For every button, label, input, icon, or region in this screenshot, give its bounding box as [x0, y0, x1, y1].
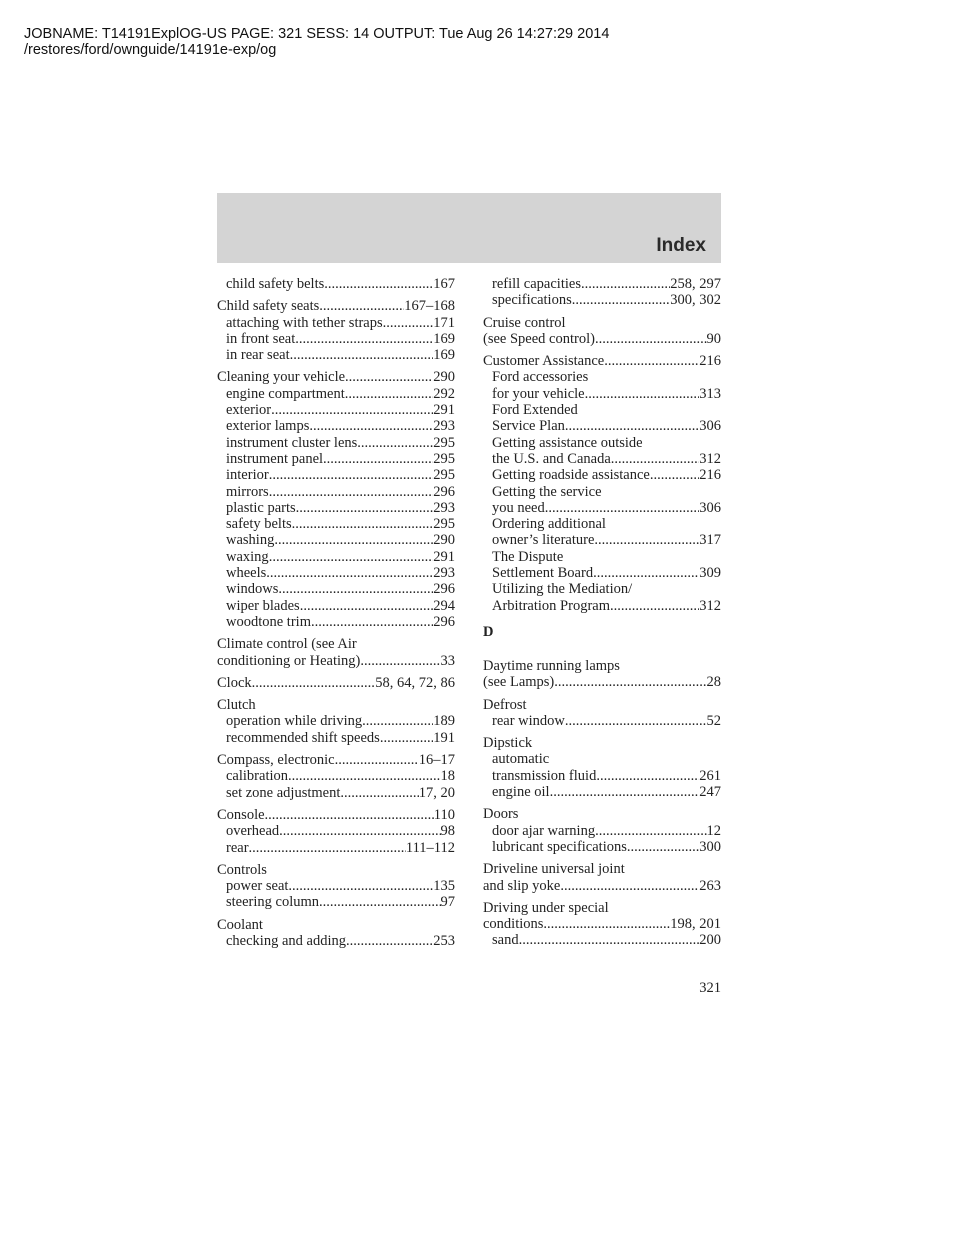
index-subentry	[483, 768, 721, 784]
dot-leader	[269, 467, 434, 483]
entry-label: plastic parts	[226, 499, 296, 516]
index-entry-group	[217, 807, 455, 856]
entry-page-ref: 290	[433, 369, 455, 386]
dot-leader	[335, 752, 419, 768]
entry-page-ref: 291	[433, 548, 455, 565]
entry-page-ref: 294	[433, 597, 455, 614]
entry-label: woodtone trim	[226, 613, 311, 630]
index-subentry	[217, 532, 455, 548]
dot-leader	[340, 785, 418, 801]
index-subentry	[217, 484, 455, 500]
entry-label: rear	[226, 839, 249, 856]
index-entry	[483, 674, 721, 690]
entry-label: Ordering additional	[492, 516, 606, 533]
index-subentry	[483, 435, 721, 451]
dot-leader	[311, 614, 433, 630]
index-subentry	[483, 467, 721, 483]
index-subentry	[217, 614, 455, 630]
dot-leader	[324, 276, 433, 292]
entry-label: Controls	[217, 861, 267, 878]
entry-page-ref: 18	[440, 768, 455, 785]
dot-leader	[383, 315, 434, 331]
entry-page-ref: 97	[440, 894, 455, 911]
entry-page-ref: 110	[433, 806, 455, 823]
index-subentry	[483, 276, 721, 292]
dot-leader	[594, 532, 699, 548]
entry-page-ref: 253	[433, 932, 455, 949]
dot-leader	[593, 565, 699, 581]
entry-label: Child safety seats	[217, 298, 320, 315]
entry-label: safety belts	[226, 516, 292, 533]
entry-label: Ford Extended	[492, 402, 578, 419]
entry-page-ref: 300	[699, 838, 721, 855]
entry-label: conditions	[483, 916, 544, 933]
index-subentry	[217, 435, 455, 451]
index-subentry	[483, 549, 721, 565]
index-subentry	[217, 467, 455, 483]
dot-leader	[279, 823, 440, 839]
entry-page-ref: 200	[699, 932, 721, 949]
entry-page-ref: 52	[706, 712, 721, 729]
dot-leader	[249, 840, 406, 856]
index-subentry	[217, 933, 455, 949]
index-entry-group	[217, 369, 455, 630]
index-subentry	[483, 500, 721, 516]
dot-leader	[604, 353, 699, 369]
entry-label: windows	[226, 581, 279, 598]
index-subentry	[217, 840, 455, 856]
index-subentry	[483, 932, 721, 948]
index-entry	[483, 658, 721, 674]
index-subentry	[483, 823, 721, 839]
index-entry-group	[483, 276, 721, 309]
entry-page-ref: 317	[699, 532, 721, 549]
entry-label: calibration	[226, 768, 289, 785]
entry-page-ref: 198, 201	[670, 916, 721, 933]
entry-page-ref: 216	[699, 353, 721, 370]
entry-label: in front seat	[226, 330, 296, 347]
entry-label: Driving under special	[483, 899, 609, 916]
index-entry-group	[217, 636, 455, 669]
entry-page-ref: 296	[433, 613, 455, 630]
entry-label: instrument panel	[226, 450, 324, 467]
entry-page-ref: 293	[433, 499, 455, 516]
entry-label: Getting the service	[492, 483, 602, 500]
dot-leader	[380, 730, 433, 746]
dot-leader	[543, 916, 670, 932]
index-entry	[217, 369, 455, 385]
index-subentry	[217, 500, 455, 516]
entry-label: conditioning or Heating)	[217, 652, 361, 669]
entry-label: overhead	[226, 823, 280, 840]
dot-leader	[572, 292, 671, 308]
index-entry	[483, 353, 721, 369]
dot-leader	[565, 713, 707, 729]
index-subentry	[217, 823, 455, 839]
entry-page-ref: 296	[433, 483, 455, 500]
entry-label: Utilizing the Mediation/	[492, 581, 633, 598]
dot-leader	[288, 878, 433, 894]
entry-page-ref: 312	[699, 597, 721, 614]
entry-label: automatic	[492, 751, 550, 768]
entry-page-ref: 171	[433, 314, 455, 331]
dot-leader	[319, 894, 440, 910]
entry-page-ref: 309	[699, 565, 721, 582]
dot-leader	[292, 516, 434, 532]
page-number: 321	[699, 980, 721, 996]
entry-label: Driveline universal joint	[483, 861, 625, 878]
index-subentry	[483, 751, 721, 767]
entry-page-ref: 216	[699, 467, 721, 484]
index-entry-group	[483, 861, 721, 894]
entry-page-ref: 293	[433, 565, 455, 582]
entry-page-ref: 111–112	[405, 839, 455, 856]
index-entry	[483, 900, 721, 916]
index-subentry	[483, 784, 721, 800]
index-entry	[217, 697, 455, 713]
entry-label: exterior	[226, 402, 272, 419]
dot-leader	[300, 598, 434, 614]
entry-page-ref: 312	[699, 450, 721, 467]
index-entry	[483, 735, 721, 751]
index-column-left	[217, 276, 455, 955]
dot-leader	[252, 675, 376, 691]
entry-page-ref: 16–17	[418, 752, 455, 769]
entry-page-ref: 295	[433, 516, 455, 533]
dot-leader	[595, 823, 706, 839]
entry-label: and slip yoke	[483, 877, 561, 894]
index-entry-group	[217, 675, 455, 691]
entry-page-ref: 295	[433, 434, 455, 451]
dot-leader	[610, 598, 699, 614]
entry-page-ref: 90	[706, 330, 721, 347]
entry-page-ref: 290	[433, 532, 455, 549]
dot-leader	[550, 784, 700, 800]
entry-page-ref: 167	[433, 276, 455, 292]
entry-label: Ford accessories	[492, 369, 589, 386]
index-entry-group	[217, 862, 455, 911]
index-entry	[217, 653, 455, 669]
index-entry-group	[217, 276, 455, 292]
index-entry	[217, 675, 455, 691]
entry-label: Getting assistance outside	[492, 434, 643, 451]
index-entry	[483, 315, 721, 331]
entry-page-ref: 258, 297	[670, 276, 721, 292]
entry-label: transmission fluid	[492, 767, 597, 784]
index-subentry	[217, 598, 455, 614]
entry-label: owner’s literature	[492, 532, 595, 549]
index-entry-group	[217, 917, 455, 950]
index-subentry	[483, 484, 721, 500]
entry-label: Cruise control	[483, 314, 566, 331]
index-entry	[217, 917, 455, 933]
index-subentry	[217, 894, 455, 910]
index-entry	[483, 806, 721, 822]
index-subentry	[217, 418, 455, 434]
dot-leader	[627, 839, 699, 855]
index-subentry	[483, 402, 721, 418]
entry-page-ref: 98	[440, 823, 455, 840]
entry-page-ref: 306	[699, 499, 721, 516]
entry-label: interior	[226, 467, 269, 484]
entry-label: attaching with tether straps	[226, 314, 383, 331]
entry-label: Customer Assistance	[483, 353, 605, 370]
entry-page-ref: 247	[699, 784, 721, 801]
index-column-right	[483, 276, 721, 955]
index-subentry	[217, 713, 455, 729]
job-info-line: JOBNAME: T14191ExplOG-US PAGE: 321 SESS: 14 OUTPUT: Tue Aug 26 14:27:29 2014	[24, 26, 610, 42]
entry-label: mirrors	[226, 483, 269, 500]
dot-leader	[650, 467, 699, 483]
entry-label: (see Lamps)	[483, 674, 555, 691]
index-entry	[217, 636, 455, 652]
dot-leader	[278, 581, 433, 597]
dot-leader	[323, 451, 433, 467]
index-subentry	[483, 451, 721, 467]
section-letter: D	[483, 623, 494, 640]
index-subentry	[217, 402, 455, 418]
dot-leader	[585, 386, 700, 402]
index-subentry	[217, 581, 455, 597]
index-entry	[483, 697, 721, 713]
dot-leader	[271, 402, 433, 418]
dot-leader	[265, 807, 434, 823]
entry-page-ref: 261	[699, 767, 721, 784]
index-subentry	[483, 532, 721, 548]
entry-label: washing	[226, 532, 275, 549]
entry-label: sand	[492, 932, 519, 949]
entry-label: Doors	[483, 806, 519, 823]
entry-label: Settlement Board	[492, 565, 594, 582]
index-subentry	[217, 386, 455, 402]
index-subentry	[217, 315, 455, 331]
entry-label: (see Speed control)	[483, 330, 595, 347]
entry-page-ref: 189	[433, 713, 455, 730]
entry-label: Defrost	[483, 696, 527, 713]
entry-label: Clutch	[217, 697, 256, 714]
index-entry-group	[217, 752, 455, 801]
index-subentry	[483, 581, 721, 597]
dot-leader	[581, 276, 670, 292]
entry-page-ref: 263	[699, 877, 721, 894]
entry-page-ref: 135	[433, 878, 455, 895]
dot-leader	[596, 768, 699, 784]
dot-leader	[346, 933, 433, 949]
index-entry-group	[483, 353, 721, 614]
dot-leader	[345, 386, 433, 402]
index-entry	[483, 878, 721, 894]
entry-page-ref: 12	[706, 822, 721, 839]
dot-leader	[611, 451, 699, 467]
index-entry-group	[483, 900, 721, 949]
entry-label: Getting roadside assistance	[492, 467, 650, 484]
entry-page-ref: 58, 64, 72, 86	[375, 674, 455, 691]
index-subentry	[217, 549, 455, 565]
dot-leader	[290, 347, 434, 363]
entry-page-ref: 291	[433, 402, 455, 419]
entry-label: engine compartment	[226, 385, 345, 402]
entry-page-ref: 295	[433, 450, 455, 467]
entry-label: operation while driving	[226, 713, 363, 730]
dot-leader	[288, 768, 440, 784]
dot-leader	[560, 878, 699, 894]
entry-label: wiper blades	[226, 597, 300, 614]
entry-label: steering column	[226, 894, 320, 911]
entry-label: the U.S. and Canada	[492, 450, 611, 467]
dot-leader	[595, 331, 707, 347]
entry-page-ref: 313	[699, 385, 721, 402]
index-entry-group	[483, 735, 721, 800]
entry-page-ref: 306	[699, 418, 721, 435]
index-subentry	[483, 418, 721, 434]
dot-leader	[269, 484, 434, 500]
entry-label: specifications	[492, 292, 572, 309]
index-entry	[217, 298, 455, 314]
index-subentry	[217, 331, 455, 347]
dot-leader	[309, 418, 433, 434]
dot-leader	[295, 331, 433, 347]
dot-leader	[357, 435, 433, 451]
dot-leader	[545, 500, 700, 516]
entry-label: you need	[492, 499, 545, 516]
index-header-band	[217, 193, 721, 263]
dot-leader	[519, 932, 700, 948]
entry-label: Console	[217, 806, 265, 823]
entry-label: Clock	[217, 674, 252, 691]
index-entry	[217, 807, 455, 823]
entry-label: Arbitration Program	[492, 597, 610, 614]
entry-page-ref: 169	[433, 347, 455, 364]
index-entry	[483, 916, 721, 932]
entry-label: exterior lamps	[226, 418, 310, 435]
index-subentry	[483, 292, 721, 308]
dot-leader	[554, 674, 706, 690]
entry-page-ref: 300, 302	[670, 292, 721, 309]
dot-leader	[319, 298, 404, 314]
dot-leader	[345, 369, 433, 385]
entry-label: power seat	[226, 878, 289, 895]
entry-label: recommended shift speeds	[226, 729, 380, 746]
job-header	[24, 26, 609, 58]
index-entry-group	[483, 315, 721, 348]
entry-label: lubricant specifications	[492, 838, 627, 855]
dot-leader	[269, 549, 434, 565]
page-title: Index	[656, 235, 706, 256]
entry-page-ref: 169	[433, 330, 455, 347]
dot-leader	[362, 713, 433, 729]
entry-page-ref: 296	[433, 581, 455, 598]
entry-label: Coolant	[217, 916, 263, 933]
entry-label: child safety belts	[226, 276, 325, 292]
index-entry-group	[483, 658, 721, 691]
entry-label: Dipstick	[483, 735, 533, 752]
index-entry-group	[217, 697, 455, 746]
index-entry-group	[483, 806, 721, 855]
dot-leader	[360, 653, 440, 669]
index-entry	[483, 331, 721, 347]
index-subentry	[217, 768, 455, 784]
entry-label: Daytime running lamps	[483, 657, 620, 674]
entry-label: in rear seat	[226, 347, 290, 364]
index-subentry	[483, 369, 721, 385]
index-entry-group	[217, 298, 455, 363]
entry-label: The Dispute	[492, 548, 564, 565]
entry-label: engine oil	[492, 784, 550, 801]
dot-leader	[266, 565, 433, 581]
index-subentry	[483, 386, 721, 402]
entry-page-ref: 191	[433, 729, 455, 746]
index-entry	[217, 752, 455, 768]
entry-label: waxing	[226, 548, 269, 565]
entry-page-ref: 167–168	[404, 298, 455, 315]
entry-label: rear window	[492, 712, 565, 729]
index-subentry	[483, 598, 721, 614]
index-subentry	[483, 839, 721, 855]
entry-page-ref: 17, 20	[418, 784, 455, 801]
index-subentry	[483, 565, 721, 581]
index-subentry	[217, 565, 455, 581]
entry-label: wheels	[226, 565, 267, 582]
index-subentry	[483, 516, 721, 532]
dot-leader	[296, 500, 434, 516]
entry-label: Cleaning your vehicle	[217, 369, 346, 386]
entry-label: Climate control (see Air	[217, 636, 357, 653]
entry-label: set zone adjustment	[226, 784, 341, 801]
index-entry	[217, 862, 455, 878]
index-entry	[483, 861, 721, 877]
dot-leader	[565, 418, 699, 434]
index-entry-group	[483, 697, 721, 730]
entry-label: refill capacities	[492, 276, 581, 292]
entry-label: door ajar warning	[492, 822, 596, 839]
entry-label: checking and adding	[226, 932, 346, 949]
entry-page-ref: 28	[706, 674, 721, 691]
dot-leader	[274, 532, 433, 548]
index-subentry	[217, 785, 455, 801]
index-subentry	[217, 451, 455, 467]
entry-label: Compass, electronic	[217, 752, 335, 769]
index-subentry	[483, 713, 721, 729]
entry-label: instrument cluster lens	[226, 434, 358, 451]
index-subentry	[217, 276, 455, 292]
index-subentry	[217, 347, 455, 363]
index-subentry	[217, 878, 455, 894]
index-subentry	[217, 516, 455, 532]
entry-page-ref: 292	[433, 385, 455, 402]
entry-label: Service Plan	[492, 418, 565, 435]
entry-label: for your vehicle	[492, 385, 585, 402]
entry-page-ref: 33	[440, 652, 455, 669]
entry-page-ref: 295	[433, 467, 455, 484]
index-subentry	[217, 730, 455, 746]
file-path-line: /restores/ford/ownguide/14191e-exp/og	[24, 42, 277, 58]
entry-page-ref: 293	[433, 418, 455, 435]
